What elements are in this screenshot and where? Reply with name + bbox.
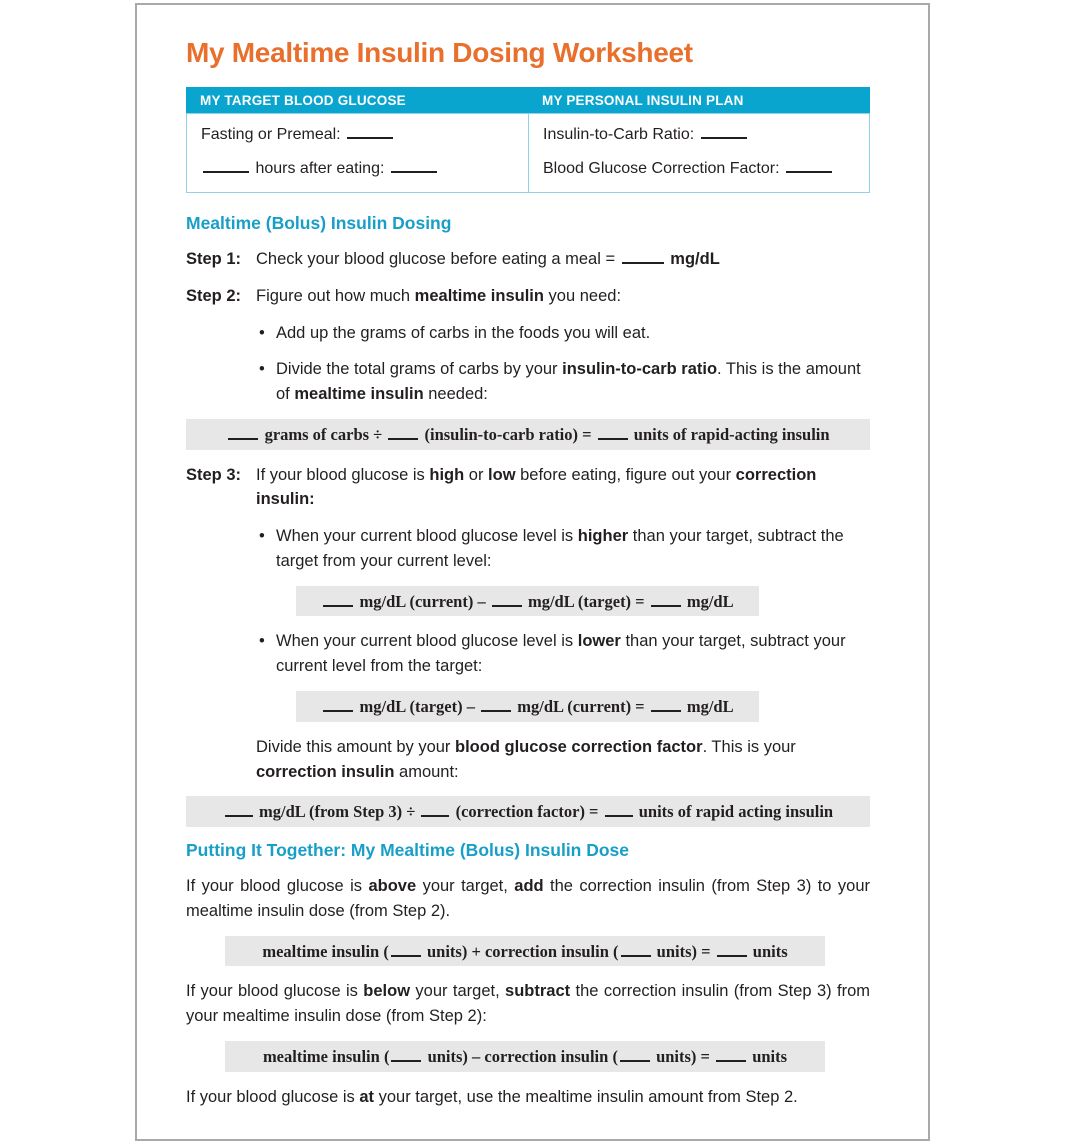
blank-line: [225, 808, 253, 817]
worksheet-page: [135, 3, 930, 1141]
text: mg/dL (current) –: [355, 591, 490, 611]
bold-text: above: [368, 877, 417, 896]
blank-line: [391, 1053, 421, 1062]
step-1-row: [186, 247, 870, 272]
text: mg/dL (target) =: [523, 591, 649, 611]
bold-text: low: [488, 465, 516, 484]
bold-text: high: [429, 465, 465, 484]
blank-line: [481, 703, 511, 712]
blank-line: [323, 703, 353, 712]
bold-text: mealtime insulin: [414, 286, 544, 305]
section-heading-mealtime-bolus-dosing: Mealtime (Bolus) Insulin Dosing: [186, 213, 452, 234]
table-header-row: [186, 87, 870, 113]
blank-line: [492, 598, 522, 607]
text: your target,: [410, 982, 506, 1001]
step-2-label: Step 2:: [186, 286, 242, 305]
text: Divide the total grams of carbs by your: [276, 360, 563, 379]
blank-line: [620, 1053, 650, 1062]
paragraph-below-target: [186, 979, 870, 1029]
text: you need:: [543, 286, 622, 305]
text: Divide this amount by your: [256, 737, 456, 756]
step-1-text: [256, 247, 870, 272]
insulin-to-carb-ratio-line: [543, 124, 855, 146]
text: units) =: [651, 1046, 715, 1066]
text: your target,: [416, 877, 515, 896]
blank-line: [347, 131, 393, 140]
text: If your blood glucose is: [256, 465, 430, 484]
bold-text: mealtime insulin: [294, 385, 424, 404]
blank-line: [605, 808, 633, 817]
bullet-add-carbs: [258, 321, 870, 346]
blank-line: [621, 948, 651, 957]
blank-line: [388, 431, 418, 440]
text: the correction insulin (from Step 3) to your mealtime insulin dose (from Step 2).: [186, 877, 870, 920]
step-2-row: [186, 284, 870, 309]
text: needed:: [423, 385, 488, 404]
step-3-label: Step 3:: [186, 465, 242, 484]
bold-text: correction insulin: [256, 762, 395, 781]
text: When your current blood glucose level is: [276, 527, 578, 546]
bold-text: mg/dL: [670, 250, 720, 269]
bullet-higher-than-target: [258, 524, 870, 574]
text: If your blood glucose is: [186, 982, 364, 1001]
hours-after-eating-line: [201, 158, 514, 180]
formula-box-carb-ratio: [186, 419, 870, 450]
text: mg/dL: [682, 696, 734, 716]
step-1-label: Step 1:: [186, 250, 242, 269]
text: mg/dL (current) =: [513, 696, 649, 716]
bold-text: at: [359, 1087, 375, 1106]
text: units of rapid acting insulin: [634, 802, 834, 822]
text: mealtime insulin (: [262, 941, 389, 961]
text: When your current blood glucose level is: [276, 632, 578, 651]
bold-text: correction insulin:: [256, 465, 817, 509]
blank-line: [323, 598, 353, 607]
text: If your blood glucose is: [186, 1087, 360, 1106]
bold-text: blood glucose correction factor: [455, 737, 703, 756]
text: Check your blood glucose before eating a meal =: [256, 250, 620, 269]
text: mg/dL (target) –: [355, 696, 480, 716]
text: Add up the grams of carbs in the foods you will eat.: [276, 323, 651, 342]
blank-line: [786, 164, 832, 173]
text: units) – correction insulin (: [423, 1046, 618, 1066]
blank-line: [651, 598, 681, 607]
blank-line: [622, 255, 664, 264]
bold-text: subtract: [505, 982, 571, 1001]
blank-line: [228, 431, 258, 440]
text: before eating, figure out your: [515, 465, 736, 484]
text: hours after eating:: [251, 159, 389, 177]
section-heading-putting-it-together: Putting It Together: My Mealtime (Bolus) Insulin Dose: [186, 840, 630, 861]
bold-text: add: [514, 877, 544, 896]
cell-personal-insulin-plan: [528, 114, 869, 192]
blank-line: [391, 948, 421, 957]
correction-factor-line: [543, 158, 855, 180]
bullet-divide-carbs: [258, 357, 870, 407]
text: units) + correction insulin (: [422, 941, 619, 961]
text: Blood Glucose Correction Factor:: [543, 159, 784, 177]
formula-box-target-minus-current: [296, 691, 759, 722]
text: amount:: [394, 762, 459, 781]
text: than your target, subtract your current level from the target:: [276, 632, 846, 676]
fasting-premeal-line: [201, 124, 514, 146]
formula-box-correction-insulin: [186, 796, 870, 827]
blank-line: [203, 164, 249, 173]
text: than your target, subtract the target from your current level:: [276, 527, 844, 570]
text: (insulin-to-carb ratio) =: [420, 424, 596, 444]
text: If your blood glucose is: [186, 877, 369, 896]
blank-line: [421, 808, 449, 817]
text: (correction factor) =: [451, 802, 603, 822]
text: units of rapid-acting insulin: [629, 424, 830, 444]
table-body-row: [186, 113, 870, 193]
blank-line: [717, 948, 747, 957]
bold-text: higher: [577, 527, 629, 546]
paragraph-above-target: [186, 874, 870, 924]
paragraph-correction-factor: [256, 735, 870, 785]
text: units) =: [652, 941, 715, 961]
text: . This is your: [702, 737, 796, 756]
step-3-text: [256, 463, 870, 513]
bold-text: lower: [577, 632, 621, 651]
text: Fasting or Premeal:: [201, 126, 346, 144]
step-2-text: [256, 284, 870, 309]
text: the correction insulin (from Step 3) from your mealtime insulin dose (from Step 2):: [186, 982, 870, 1026]
text: or: [464, 465, 489, 484]
text: Figure out how much: [256, 286, 415, 305]
column-header-personal-insulin-plan: MY PERSONAL INSULIN PLAN: [542, 93, 744, 109]
bold-text: below: [363, 982, 411, 1001]
text: units: [748, 941, 788, 961]
formula-box-add-correction: [225, 936, 825, 967]
text: mealtime insulin (: [262, 1046, 390, 1066]
paragraph-at-target: [186, 1085, 870, 1110]
text: . This is the amount of: [276, 360, 861, 404]
blank-line: [716, 1053, 746, 1062]
text: mg/dL: [682, 591, 734, 611]
bullet-lower-than-target: [258, 629, 870, 679]
cell-target-blood-glucose: [187, 114, 528, 192]
text: your target, use the mealtime insulin amount from Step 2.: [374, 1087, 798, 1106]
column-header-target-blood-glucose: MY TARGET BLOOD GLUCOSE: [200, 93, 406, 109]
text: grams of carbs ÷: [260, 424, 387, 444]
step-3-row: [186, 463, 870, 513]
target-glucose-table: [186, 87, 870, 193]
blank-line: [701, 131, 747, 140]
text: mg/dL (from Step 3) ÷: [254, 802, 420, 822]
page-title: My Mealtime Insulin Dosing Worksheet: [186, 37, 693, 68]
blank-line: [651, 703, 681, 712]
blank-line: [391, 164, 437, 173]
text: units: [748, 1046, 788, 1066]
formula-box-current-minus-target: [296, 586, 759, 617]
formula-box-subtract-correction: [225, 1041, 825, 1072]
blank-line: [598, 431, 628, 440]
bold-text: insulin-to-carb ratio: [562, 360, 718, 379]
text: Insulin-to-Carb Ratio:: [543, 126, 699, 144]
